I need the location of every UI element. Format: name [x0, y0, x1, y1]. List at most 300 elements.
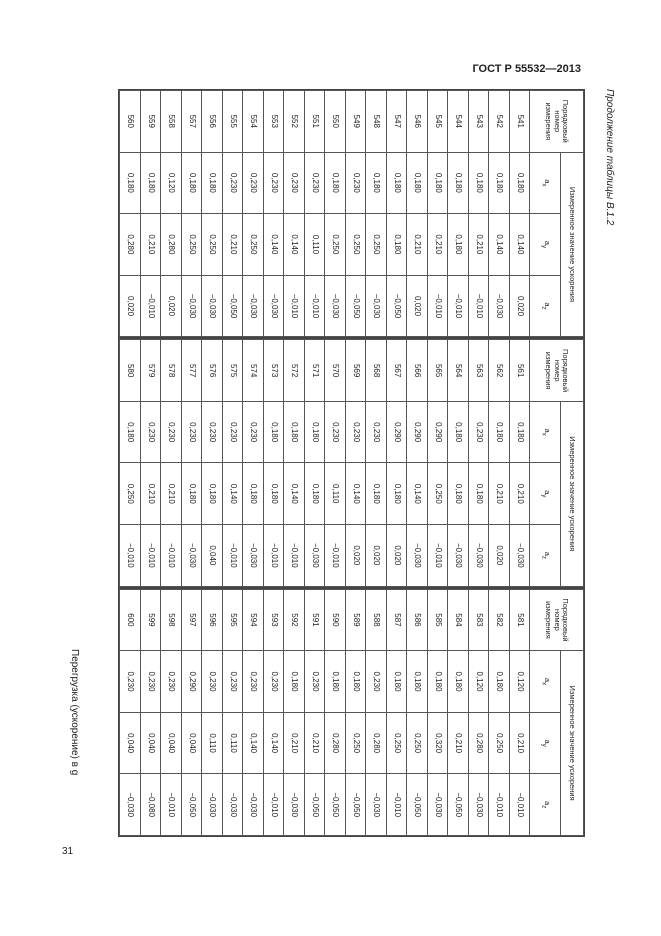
- cell-ay: 0,280: [325, 712, 346, 774]
- page-number: 31: [62, 846, 74, 857]
- cell-ax: 0,180: [448, 401, 469, 463]
- cell-ax: 0,230: [345, 152, 366, 214]
- cell-az: 0,020: [120, 275, 141, 337]
- table-row: [284, 91, 305, 337]
- cell-ax: 0,180: [448, 651, 469, 713]
- cell-ay: 0,180: [366, 463, 387, 525]
- cell-az: −0,030: [304, 525, 325, 587]
- cell-seq: 555: [222, 91, 243, 153]
- cell-az: 0,020: [161, 275, 182, 337]
- cell-az: 0,020: [345, 525, 366, 587]
- standard-number: ГОСТ Р 55532—2013: [472, 63, 581, 75]
- cell-ay: 0,210: [140, 214, 161, 276]
- table-row: [386, 91, 407, 337]
- cell-ax: 0,290: [407, 401, 428, 463]
- table-row: [509, 91, 530, 337]
- header-az: $a_z$: [530, 275, 561, 337]
- cell-seq: 594: [243, 589, 264, 651]
- cell-ay: 0,180: [448, 463, 469, 525]
- cell-seq: 554: [243, 91, 264, 153]
- cell-ax: 0,180: [509, 401, 530, 463]
- cell-seq: 560: [120, 91, 141, 153]
- cell-az: −0,050: [304, 774, 325, 836]
- cell-seq: 598: [161, 589, 182, 651]
- table-row: [427, 340, 448, 586]
- cell-ax: 0,230: [366, 401, 387, 463]
- cell-ax: 0,180: [140, 152, 161, 214]
- cell-az: −0,010: [468, 275, 489, 337]
- table-row: [345, 340, 366, 586]
- cell-az: −0,030: [243, 275, 264, 337]
- cell-az: −0,010: [304, 275, 325, 337]
- cell-seq: 593: [263, 589, 284, 651]
- cell-az: −0,050: [345, 275, 366, 337]
- cell-ax: 0,230: [202, 401, 223, 463]
- cell-ay: 0,040: [181, 712, 202, 774]
- cell-az: −0,030: [448, 525, 469, 587]
- cell-seq: 545: [427, 91, 448, 153]
- cell-ax: 0,180: [448, 152, 469, 214]
- cell-az: −0,030: [202, 275, 223, 337]
- cell-ay: 0,140: [222, 463, 243, 525]
- table-row: [407, 589, 428, 835]
- table-row: [161, 589, 182, 835]
- cell-ax: 0,230: [140, 401, 161, 463]
- cell-ay: 0,320: [427, 712, 448, 774]
- cell-ay: 0,210: [509, 712, 530, 774]
- cell-az: −0,010: [386, 774, 407, 836]
- cell-az: −0,010: [284, 525, 305, 587]
- cell-ax: 0,180: [509, 152, 530, 214]
- cell-ay: 0,180: [243, 463, 264, 525]
- cell-az: −0,050: [181, 774, 202, 836]
- table-row: [222, 589, 243, 835]
- cell-seq: 550: [325, 91, 346, 153]
- cell-ay: 0,210: [427, 214, 448, 276]
- cell-seq: 582: [489, 589, 510, 651]
- cell-az: 0,040: [202, 525, 223, 587]
- table-row: [181, 91, 202, 337]
- cell-seq: 595: [222, 589, 243, 651]
- table-row: [181, 589, 202, 835]
- cell-seq: 599: [140, 589, 161, 651]
- table-row: [202, 340, 223, 586]
- cell-az: −0,010: [263, 774, 284, 836]
- table-row: [263, 589, 284, 835]
- table-row: [304, 91, 325, 337]
- cell-az: −0,030: [407, 525, 428, 587]
- cell-ay: 0,040: [140, 712, 161, 774]
- cell-ay: 0,250: [427, 463, 448, 525]
- table-row: [140, 91, 161, 337]
- cell-ax: 0,180: [284, 401, 305, 463]
- table-row: [161, 340, 182, 586]
- cell-ay: 0,110: [325, 463, 346, 525]
- table-row: [366, 91, 387, 337]
- table-row: [325, 91, 346, 337]
- cell-seq: 567: [386, 340, 407, 402]
- cell-ax: 0,290: [427, 401, 448, 463]
- table-group-3: [118, 588, 585, 837]
- table-row: [243, 589, 264, 835]
- cell-ax: 0,290: [181, 651, 202, 713]
- cell-az: −0,030: [427, 774, 448, 836]
- cell-ax: 0,290: [386, 401, 407, 463]
- cell-ay: 0,180: [181, 463, 202, 525]
- cell-ay: 0,180: [468, 463, 489, 525]
- cell-az: −0,030: [222, 774, 243, 836]
- table-row: [468, 589, 489, 835]
- table-row: [202, 589, 223, 835]
- cell-az: −0,010: [284, 275, 305, 337]
- cell-ax: 0,180: [489, 152, 510, 214]
- cell-ay: 0,180: [386, 214, 407, 276]
- table-caption: Продолжение таблицы В.1.2: [604, 89, 615, 226]
- cell-ay: 0,140: [489, 214, 510, 276]
- table-row: [243, 340, 264, 586]
- cell-seq: 570: [325, 340, 346, 402]
- cell-seq: 551: [304, 91, 325, 153]
- cell-ay: 0,280: [366, 712, 387, 774]
- table-row: [325, 589, 346, 835]
- cell-az: −0,010: [427, 525, 448, 587]
- cell-seq: 585: [427, 589, 448, 651]
- table-row: [448, 340, 469, 586]
- data-table: [119, 90, 584, 337]
- table-row: [427, 91, 448, 337]
- cell-az: −0,030: [468, 774, 489, 836]
- cell-az: −0,010: [140, 275, 161, 337]
- table-row: [263, 91, 284, 337]
- cell-seq: 584: [448, 589, 469, 651]
- cell-az: −0,030: [243, 774, 264, 836]
- cell-seq: 587: [386, 589, 407, 651]
- header-seq: Порядковый номер измерения: [530, 91, 584, 153]
- cell-seq: 549: [345, 91, 366, 153]
- cell-ax: 0,180: [386, 152, 407, 214]
- header-ay: $a_y$: [530, 712, 561, 774]
- cell-ax: 0,120: [161, 152, 182, 214]
- cell-az: −0,010: [263, 525, 284, 587]
- cell-az: −0,010: [509, 774, 530, 836]
- cell-seq: 589: [345, 589, 366, 651]
- cell-ay: 0,040: [120, 712, 141, 774]
- cell-ay: 0,210: [468, 214, 489, 276]
- table-row: [345, 589, 366, 835]
- cell-ax: 0,180: [263, 401, 284, 463]
- cell-seq: 547: [386, 91, 407, 153]
- table-row: [489, 91, 510, 337]
- cell-ay: 0,250: [345, 712, 366, 774]
- table-row: [243, 91, 264, 337]
- cell-ax: 0,230: [222, 152, 243, 214]
- cell-az: −0,010: [161, 774, 182, 836]
- cell-ay: 0,210: [304, 712, 325, 774]
- cell-seq: 600: [120, 589, 141, 651]
- cell-az: −0,030: [202, 774, 223, 836]
- cell-seq: 569: [345, 340, 366, 402]
- table-row: [140, 340, 161, 586]
- header-measured: Измеренное значение ускорения: [560, 152, 583, 337]
- table-row: [304, 589, 325, 835]
- table-row: [509, 340, 530, 586]
- cell-az: −0,010: [489, 774, 510, 836]
- cell-seq: 572: [284, 340, 305, 402]
- cell-ay: 0,250: [120, 463, 141, 525]
- table-row: [202, 91, 223, 337]
- cell-az: −0,010: [222, 525, 243, 587]
- cell-ax: 0,230: [284, 152, 305, 214]
- cell-ax: 0,230: [161, 401, 182, 463]
- data-table: [119, 589, 584, 836]
- cell-seq: 544: [448, 91, 469, 153]
- cell-seq: 588: [366, 589, 387, 651]
- cell-az: 0,020: [386, 525, 407, 587]
- cell-az: −0,010: [140, 525, 161, 587]
- cell-seq: 566: [407, 340, 428, 402]
- cell-seq: 591: [304, 589, 325, 651]
- table-row: [140, 589, 161, 835]
- cell-ax: 0,180: [325, 152, 346, 214]
- cell-ay: 0,140: [263, 712, 284, 774]
- cell-ay: 0,250: [202, 214, 223, 276]
- cell-az: −0,080: [140, 774, 161, 836]
- cell-az: −0,010: [325, 525, 346, 587]
- table-row: [325, 340, 346, 586]
- rotated-table-area: [69, 89, 615, 837]
- cell-ay: 0,210: [448, 712, 469, 774]
- cell-az: −0,050: [407, 774, 428, 836]
- table-row: [407, 340, 428, 586]
- table-row: [284, 589, 305, 835]
- table-row: [448, 91, 469, 337]
- cell-ay: 0,140: [284, 214, 305, 276]
- cell-ax: 0,180: [427, 651, 448, 713]
- cell-seq: 558: [161, 91, 182, 153]
- cell-ax: 0,180: [427, 152, 448, 214]
- table-row: [366, 340, 387, 586]
- table-row: [468, 91, 489, 337]
- cell-seq: 571: [304, 340, 325, 402]
- cell-seq: 561: [509, 340, 530, 402]
- cell-ax: 0,180: [325, 651, 346, 713]
- cell-seq: 562: [489, 340, 510, 402]
- header-az: $a_z$: [530, 774, 561, 836]
- cell-seq: 597: [181, 589, 202, 651]
- table-row: [448, 589, 469, 835]
- cell-ay: 0,210: [222, 214, 243, 276]
- cell-ay: 0,210: [489, 463, 510, 525]
- cell-ay: 0,180: [202, 463, 223, 525]
- cell-ax: 0,230: [263, 651, 284, 713]
- cell-seq: 568: [366, 340, 387, 402]
- cell-seq: 556: [202, 91, 223, 153]
- cell-seq: 563: [468, 340, 489, 402]
- cell-ay: 0,250: [325, 214, 346, 276]
- cell-az: −0,050: [222, 275, 243, 337]
- cell-az: −0,010: [161, 525, 182, 587]
- cell-ax: 0,180: [304, 401, 325, 463]
- header-seq: Порядковый номер измерения: [530, 589, 584, 651]
- cell-ax: 0,230: [345, 401, 366, 463]
- cell-seq: 583: [468, 589, 489, 651]
- table-row: [468, 340, 489, 586]
- header-measured: Измеренное значение ускорения: [560, 651, 583, 836]
- cell-seq: 576: [202, 340, 223, 402]
- cell-ax: 0,230: [222, 651, 243, 713]
- table-row: [263, 340, 284, 586]
- cell-ax: 0,230: [161, 651, 182, 713]
- cell-ax: 0,120: [509, 651, 530, 713]
- cell-seq: 581: [509, 589, 530, 651]
- cell-ax: 0,230: [243, 152, 264, 214]
- cell-seq: 546: [407, 91, 428, 153]
- cell-seq: 553: [263, 91, 284, 153]
- cell-ay: 0,110: [222, 712, 243, 774]
- cell-ax: 0,230: [140, 651, 161, 713]
- cell-ay: 0,180: [304, 463, 325, 525]
- cell-ay: 0,140: [345, 463, 366, 525]
- cell-az: −0,050: [386, 275, 407, 337]
- cell-ax: 0,180: [284, 651, 305, 713]
- cell-ay: 0,140: [407, 463, 428, 525]
- cell-az: −0,050: [325, 774, 346, 836]
- cell-ax: 0,180: [181, 152, 202, 214]
- data-table: [119, 339, 584, 586]
- cell-az: −0,010: [427, 275, 448, 337]
- table-row: [489, 340, 510, 586]
- cell-ax: 0,230: [243, 401, 264, 463]
- cell-ax: 0,180: [407, 651, 428, 713]
- cell-seq: 559: [140, 91, 161, 153]
- cell-ax: 0,230: [468, 401, 489, 463]
- table-row: [222, 91, 243, 337]
- cell-ay: 0,140: [284, 463, 305, 525]
- cell-az: −0,030: [181, 275, 202, 337]
- cell-ax: 0,230: [366, 651, 387, 713]
- cell-ay: 0,180: [448, 214, 469, 276]
- cell-ay: 0,280: [468, 712, 489, 774]
- cell-az: −0,030: [181, 525, 202, 587]
- cell-ax: 0,180: [345, 651, 366, 713]
- cell-seq: 573: [263, 340, 284, 402]
- cell-ax: 0,180: [489, 651, 510, 713]
- cell-az: −0,010: [120, 525, 141, 587]
- table-row: [509, 589, 530, 835]
- cell-az: −0,030: [243, 525, 264, 587]
- cell-seq: 542: [489, 91, 510, 153]
- table-row: [345, 91, 366, 337]
- cell-seq: 565: [427, 340, 448, 402]
- cell-seq: 564: [448, 340, 469, 402]
- cell-ax: 0,230: [263, 152, 284, 214]
- cell-ay: 0,250: [407, 712, 428, 774]
- cell-seq: 552: [284, 91, 305, 153]
- cell-seq: 592: [284, 589, 305, 651]
- cell-az: −0,030: [325, 275, 346, 337]
- cell-az: −0,030: [366, 275, 387, 337]
- table-row: [284, 340, 305, 586]
- cell-az: −0,010: [448, 275, 469, 337]
- cell-ax: 0,230: [120, 651, 141, 713]
- cell-seq: 586: [407, 589, 428, 651]
- cell-seq: 596: [202, 589, 223, 651]
- table-row: [366, 589, 387, 835]
- cell-ay: 0,250: [386, 712, 407, 774]
- table-row: [222, 340, 243, 586]
- cell-ax: 0,230: [222, 401, 243, 463]
- table-row: [407, 91, 428, 337]
- header-ay: $a_y$: [530, 214, 561, 276]
- table-row: [304, 340, 325, 586]
- cell-ax: 0,180: [120, 152, 141, 214]
- table-row: [181, 340, 202, 586]
- cell-seq: 557: [181, 91, 202, 153]
- cell-ay: 0,110: [202, 712, 223, 774]
- header-ax: $a_x$: [530, 152, 561, 214]
- header-ax: $a_x$: [530, 651, 561, 713]
- cell-ay: 0,140: [243, 712, 264, 774]
- cell-ax: 0,180: [489, 401, 510, 463]
- cell-az: −0,050: [345, 774, 366, 836]
- cell-seq: 548: [366, 91, 387, 153]
- cell-az: −0,030: [120, 774, 141, 836]
- cell-ay: 0,280: [120, 214, 141, 276]
- cell-ax: 0,180: [120, 401, 141, 463]
- cell-az: −0,030: [468, 525, 489, 587]
- cell-az: 0,020: [366, 525, 387, 587]
- cell-ay: 0,210: [407, 214, 428, 276]
- header-ax: $a_x$: [530, 401, 561, 463]
- cell-seq: 543: [468, 91, 489, 153]
- table-row: [489, 589, 510, 835]
- cell-az: −0,030: [263, 275, 284, 337]
- cell-ax: 0,180: [202, 152, 223, 214]
- cell-ax: 0,230: [304, 651, 325, 713]
- cell-az: −0,030: [284, 774, 305, 836]
- table-group-1: [118, 89, 585, 338]
- overload-caption: Перегрузка (ускорение) в g: [69, 649, 80, 776]
- cell-ax: 0,180: [468, 152, 489, 214]
- cell-seq: 574: [243, 340, 264, 402]
- cell-ax: 0,120: [468, 651, 489, 713]
- cell-seq: 580: [120, 340, 141, 402]
- cell-az: −0,030: [366, 774, 387, 836]
- table-row: [427, 589, 448, 835]
- cell-ay: 0,250: [243, 214, 264, 276]
- cell-ay: 0,210: [161, 463, 182, 525]
- cell-az: 0,020: [407, 275, 428, 337]
- cell-ax: 0,230: [243, 651, 264, 713]
- cell-az: −0,050: [448, 774, 469, 836]
- cell-seq: 541: [509, 91, 530, 153]
- cell-ax: 0,230: [325, 401, 346, 463]
- header-seq: Порядковый номер измерения: [530, 340, 584, 402]
- cell-seq: 575: [222, 340, 243, 402]
- cell-az: −0,030: [489, 275, 510, 337]
- table-group-2: [118, 338, 585, 587]
- cell-ax: 0,180: [407, 152, 428, 214]
- header-ay: $a_y$: [530, 463, 561, 525]
- cell-ax: 0,180: [366, 152, 387, 214]
- cell-az: −0,030: [509, 525, 530, 587]
- cell-ay: 0,180: [263, 463, 284, 525]
- cell-ay: 0,250: [345, 214, 366, 276]
- table-row: [161, 91, 182, 337]
- header-measured: Измеренное значение ускорения: [560, 401, 583, 586]
- cell-ay: 0,250: [366, 214, 387, 276]
- cell-seq: 579: [140, 340, 161, 402]
